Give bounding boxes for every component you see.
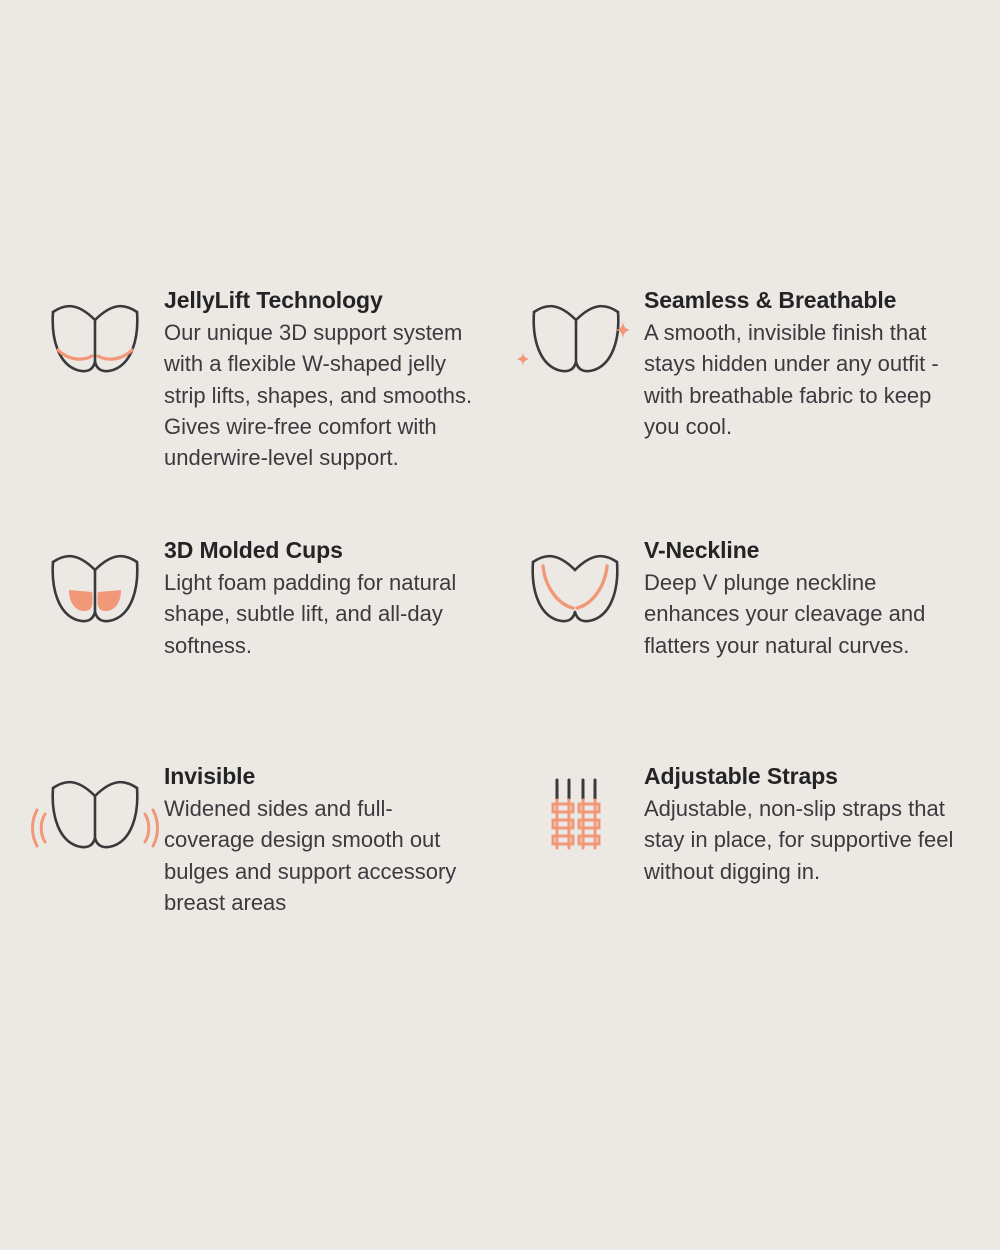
bra-molded-cups-icon <box>40 522 150 632</box>
feature-description: Widened sides and full-coverage design smooth out bulges and support accessory breast areas <box>164 796 457 915</box>
feature-title: Seamless & Breathable <box>644 287 897 313</box>
bra-seamless-sparkle-icon <box>520 272 630 382</box>
feature-text <box>644 522 960 661</box>
feature-text <box>164 522 480 661</box>
feature-item <box>520 748 960 887</box>
feature-item <box>40 272 480 473</box>
feature-item <box>40 748 480 918</box>
bra-invisible-waves-icon <box>40 748 150 858</box>
feature-description: Adjustable, non-slip straps that stay in place, for supportive feel without digging in. <box>644 796 954 884</box>
bra-jellylift-icon <box>40 272 150 382</box>
feature-cell-jellylift <box>40 272 480 522</box>
feature-title: JellyLift Technology <box>164 287 383 313</box>
feature-item <box>40 522 480 661</box>
feature-title: V-Neckline <box>644 537 760 563</box>
bra-v-neckline-icon <box>520 522 630 632</box>
feature-title: Invisible <box>164 763 256 789</box>
feature-description: Our unique 3D support system with a flexible W-shaped jelly strip lifts, shapes, and smooths. Gives wire-free comfort with underwire-level support. <box>164 320 473 470</box>
feature-text <box>644 272 960 442</box>
feature-text <box>164 272 480 473</box>
feature-item <box>520 522 960 661</box>
feature-title: Adjustable Straps <box>644 763 838 789</box>
feature-title: 3D Molded Cups <box>164 537 343 563</box>
feature-cell-seamless <box>520 272 960 522</box>
adjustable-straps-icon <box>520 748 630 858</box>
feature-description: Light foam padding for natural shape, subtle lift, and all-day softness. <box>164 570 457 658</box>
feature-text <box>644 748 960 887</box>
feature-text <box>164 748 480 918</box>
feature-cell-adjustable-straps <box>520 748 960 948</box>
feature-cell-v-neckline <box>520 522 960 748</box>
feature-item <box>520 272 960 442</box>
feature-cell-molded-cups <box>40 522 480 748</box>
feature-grid <box>40 272 960 948</box>
feature-cell-invisible <box>40 748 480 948</box>
feature-description: A smooth, invisible finish that stays hidden under any outfit - with breathable fabric to keep you cool. <box>644 320 939 439</box>
feature-description: Deep V plunge neckline enhances your cleavage and flatters your natural curves. <box>644 570 926 658</box>
